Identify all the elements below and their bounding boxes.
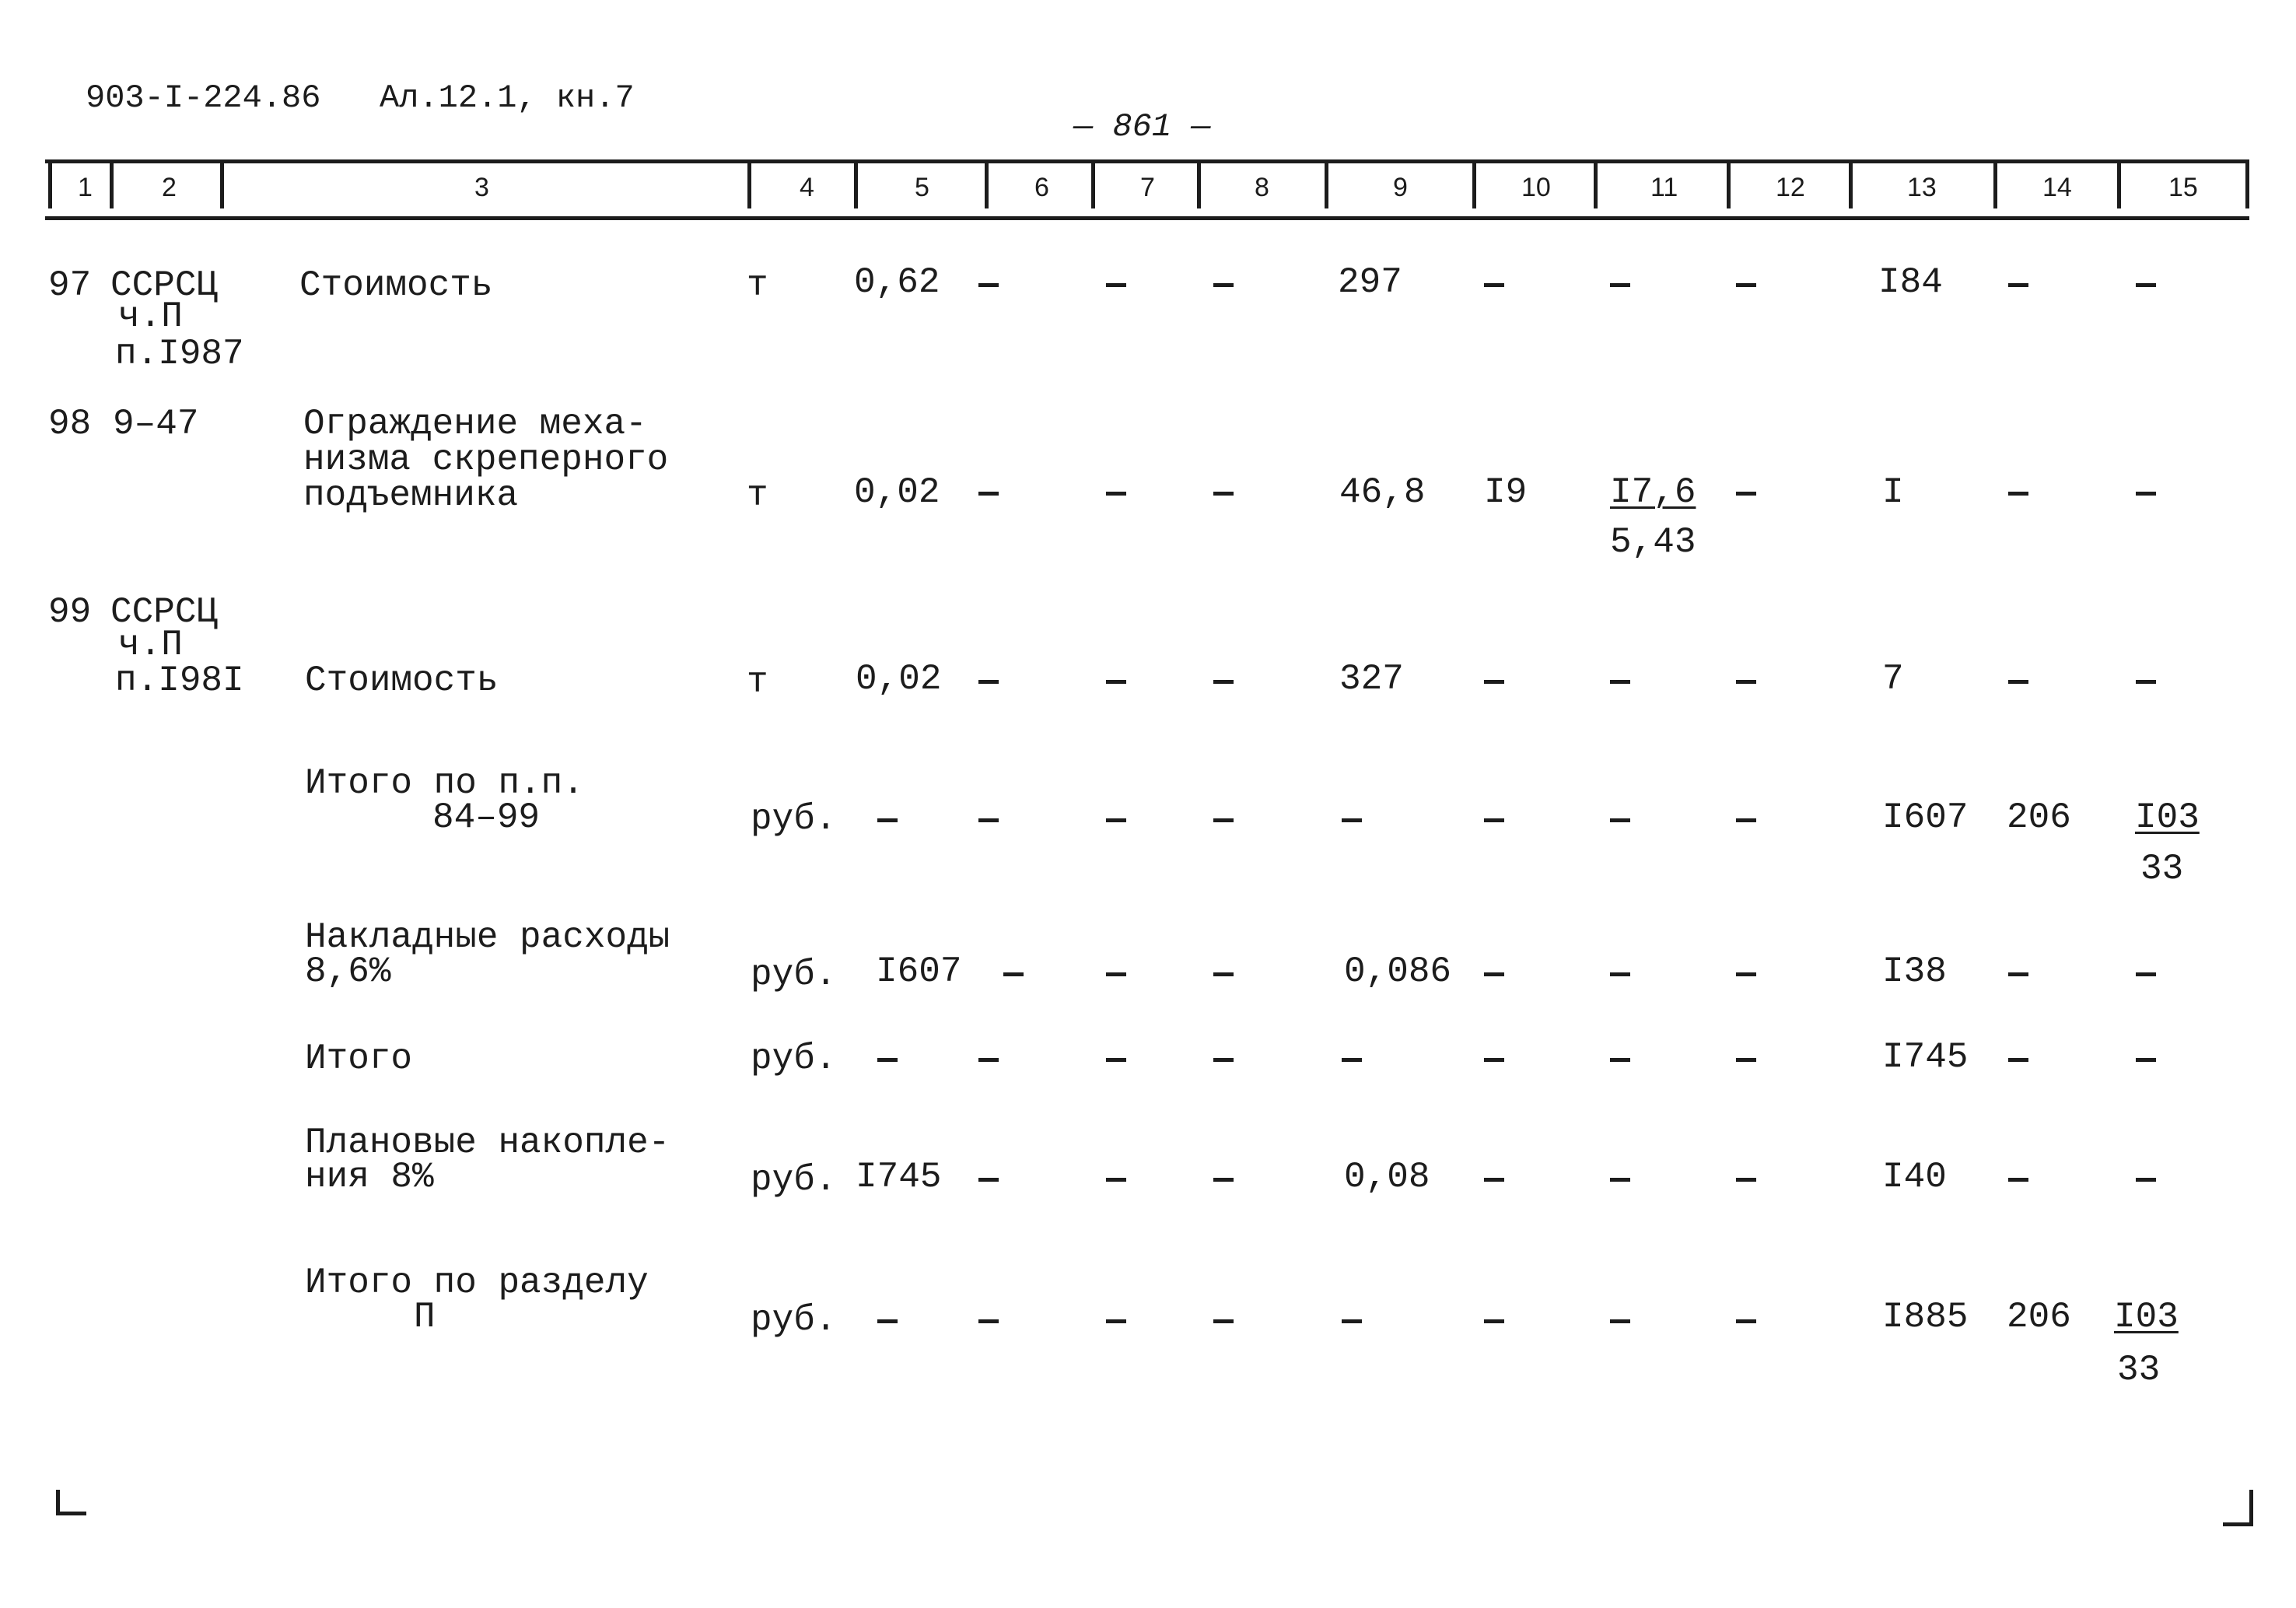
row-unit: руб. (751, 1160, 837, 1200)
row-col13: I607 (1882, 797, 1969, 838)
row-description: Плановые накопле- (305, 1123, 670, 1163)
row-code: п.I987 (115, 334, 244, 374)
col-header-5: 5 (915, 173, 929, 202)
row-col5: 0,02 (856, 659, 942, 699)
row-description: подъемника (303, 475, 519, 516)
corner-mark-bottom-left (56, 1490, 86, 1515)
row-description: 8,6% (305, 951, 391, 992)
row-number: 97 (48, 265, 92, 306)
row-col13: I38 (1882, 951, 1947, 992)
row-description: Стоимость (305, 660, 499, 701)
row-code: ССРСЦ (110, 265, 219, 306)
row-number: 98 (48, 404, 92, 444)
col-header-13: 13 (1907, 173, 1937, 202)
col-header-12: 12 (1776, 173, 1805, 202)
row-col9: 46,8 (1339, 472, 1426, 513)
row-col10: I9 (1484, 472, 1528, 513)
row-unit: т (747, 662, 768, 702)
row-col5: 0,62 (854, 262, 940, 303)
row-code: ч.П (118, 296, 183, 337)
col-header-8: 8 (1255, 173, 1269, 202)
corner-mark-bottom-right (2223, 1490, 2253, 1526)
row-col13: I (1882, 472, 1904, 513)
row-col15-numerator: I03 (2114, 1297, 2179, 1337)
col-header-9: 9 (1393, 173, 1408, 202)
col-header-2: 2 (162, 173, 177, 202)
document-code: 903-I-224.86 (86, 79, 321, 117)
col-header-15: 15 (2168, 173, 2198, 202)
row-description: 84–99 (432, 797, 541, 838)
row-col14: 206 (2007, 1297, 2071, 1337)
col-header-1: 1 (78, 173, 93, 202)
col-header-11: 11 (1650, 173, 1678, 202)
row-code: ч.П (118, 625, 183, 665)
row-description: Накладные расходы (305, 917, 670, 958)
row-col15-numerator: I03 (2135, 797, 2200, 838)
row-col13: 7 (1882, 659, 1904, 699)
row-description: Ограждение меха- (303, 404, 647, 444)
row-description: П (414, 1297, 436, 1337)
row-col13: I84 (1878, 262, 1943, 303)
row-description: ния 8% (305, 1157, 434, 1197)
row-col14: 206 (2007, 797, 2071, 838)
col-header-7: 7 (1140, 173, 1155, 202)
row-col13: I40 (1882, 1157, 1947, 1197)
page-number: — 861 — (1073, 108, 1211, 145)
col-header-6: 6 (1034, 173, 1049, 202)
row-code: 9–47 (113, 404, 199, 444)
row-col11-numerator: I7,6 (1610, 472, 1696, 513)
row-code: п.I98I (115, 660, 244, 701)
row-unit: руб. (751, 799, 837, 839)
row-col13: I885 (1882, 1297, 1969, 1337)
row-unit: руб. (751, 1300, 837, 1340)
album-reference: Ал.12.1, кн.7 (380, 79, 635, 117)
row-description: Итого (305, 1039, 413, 1079)
row-col5: I745 (856, 1157, 942, 1197)
row-col9: 0,086 (1344, 951, 1452, 992)
row-col11-denominator: 5,43 (1610, 522, 1696, 562)
row-unit: т (747, 265, 768, 306)
row-description: низма скреперного (303, 440, 669, 480)
row-description: Итого по п.п. (305, 763, 584, 804)
row-col9: 327 (1339, 659, 1404, 699)
row-col5: I607 (876, 951, 962, 992)
row-col5: 0,02 (854, 472, 940, 513)
row-unit: руб. (751, 955, 837, 995)
row-unit: т (747, 475, 768, 516)
row-col15-denominator: 33 (2117, 1350, 2161, 1390)
row-description: Итого по разделу (305, 1263, 649, 1303)
row-code: ССРСЦ (110, 592, 219, 632)
row-col13: I745 (1882, 1037, 1969, 1077)
col-header-10: 10 (1521, 173, 1551, 202)
col-header-14: 14 (2042, 173, 2072, 202)
row-col15-denominator: 33 (2140, 849, 2184, 889)
row-col9: 0,08 (1344, 1157, 1430, 1197)
col-header-4: 4 (800, 173, 814, 202)
column-header-bar (45, 159, 2249, 220)
row-unit: руб. (751, 1039, 837, 1079)
row-description: Стоимость (299, 265, 493, 306)
row-col9: 297 (1338, 262, 1402, 303)
row-number: 99 (48, 592, 92, 632)
col-header-3: 3 (474, 173, 489, 202)
